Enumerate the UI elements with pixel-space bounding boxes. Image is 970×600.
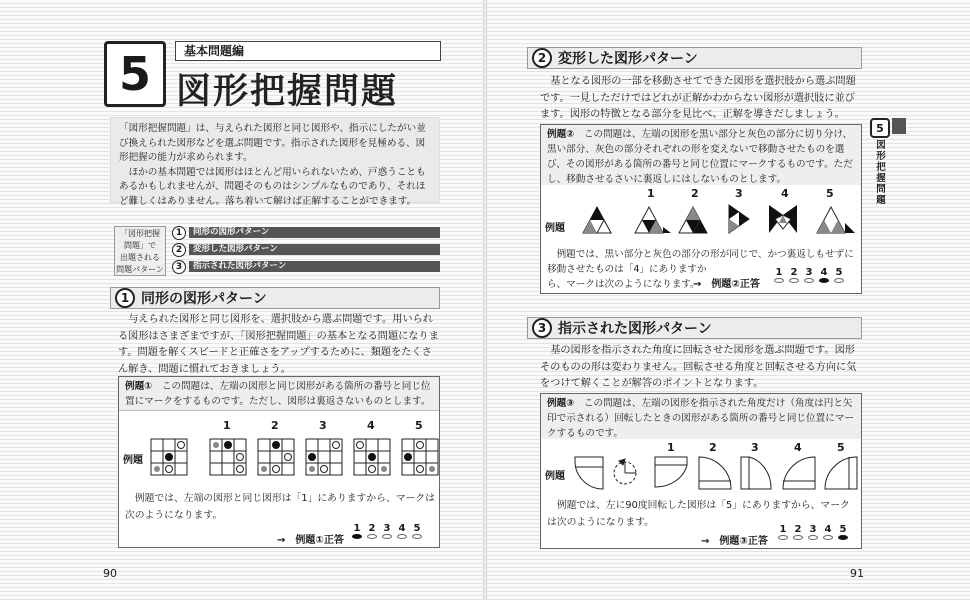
answer-choice[interactable] [837,524,849,540]
example-1-explanation: 例題では、左端の図形と同じ図形は「1」にありますから、マークは次のようになります。 [125,493,435,521]
option-number: 1 [223,419,231,432]
answer-bubble[interactable] [367,534,377,539]
example-text: この問題は、左端の図形を指示された角度だけ（角度は円と矢印で示される）回転したときの図形がある箇所の番号と同じ位置にマークするものです。 [547,398,854,439]
answer-choice[interactable] [792,524,804,540]
answer-bubble[interactable] [778,535,788,540]
answer-bubble[interactable] [808,535,818,540]
answer-choice[interactable] [411,523,423,539]
answer-choice-number: 4 [824,524,832,535]
sidenote-line: 出題される [120,253,160,262]
answer-choice-number: 5 [839,524,847,535]
grid-figures [119,435,439,479]
row-label: 例題 [545,471,565,482]
example-text: この問題は、左端の図形と同じ図形がある箇所の番号と同じ位置にマークをするものです。ただし、図形は裏返さないものとします。 [125,381,431,407]
answer-marks [351,523,423,539]
answer-bubble[interactable] [412,534,422,539]
answer-bubble[interactable] [838,535,848,540]
chapter-title: 図形把握問題 [176,72,399,112]
example-text: この問題は、左端の図形を黒い部分と灰色の部分に切り分け、黒い部分、灰色の部分それぞれの形を変えないで移動させたものを選び、その図形がある箇所の番号と同じ位置にマークするものです。ただし、移動させるさいに裏返しにはしないものとします。 [547,129,853,185]
answer-bubble[interactable] [789,278,799,283]
example-2-box [540,124,862,294]
answer-choice-number: 1 [353,523,361,534]
answer-marks [777,524,849,540]
answer-choice[interactable] [366,523,378,539]
section-number: 3 [532,318,552,338]
section-2-header [527,47,862,69]
answer-choice-number: 4 [820,267,828,278]
triangle-figures [541,203,861,245]
option-number: 1 [647,187,655,200]
option-number: 3 [735,187,743,200]
section-3-body: 基の図形を指示された角度に回転させた図形を選ぶ問題です。図形そのものの形は変わりません。回転させる角度と回転させる方向に気をつけて解くことが解答のポイントとなります。 [540,345,857,389]
example-label: 例題② [547,129,575,140]
answer-choice-number: 5 [413,523,421,534]
book-spine [483,0,487,600]
pattern-sidenote [114,226,166,276]
pattern-label: 同形の図形パターン [189,227,440,238]
pattern-number: 2 [172,243,186,257]
sidenote-line: 「図形把握 [120,229,160,238]
rotation-figures [541,455,861,491]
pattern-label: 指示された図形パターン [189,261,440,272]
intro-box [110,117,440,207]
side-tab-title: 図形把握問題 [876,140,886,206]
section-title: 指示された図形パターン [558,321,712,337]
answer-choice[interactable] [788,267,800,283]
answer-choice[interactable] [803,267,815,283]
answer-choice[interactable] [381,523,393,539]
answer-choice-number: 3 [809,524,817,535]
answer-label: → 例題①正答 [277,535,344,546]
section-number: 1 [115,288,135,308]
answer-choice-number: 5 [835,267,843,278]
answer-label: → 例題③正答 [701,536,768,547]
pattern-item-2 [172,243,440,256]
pattern-item-1 [172,226,440,239]
example-3-question [541,394,861,439]
answer-choice[interactable] [777,524,789,540]
pattern-label: 変形した図形パターン [189,244,440,255]
sidenote-line: 問題」で [124,241,156,250]
answer-choice[interactable] [396,523,408,539]
answer-bubble[interactable] [823,535,833,540]
example-3-box [540,393,862,549]
pattern-item-3 [172,260,440,273]
answer-bubble[interactable] [834,278,844,283]
example-1-box [118,376,440,548]
answer-choice-number: 4 [398,523,406,534]
option-number: 5 [837,441,845,454]
answer-bubble[interactable] [804,278,814,283]
option-number: 4 [794,441,802,454]
answer-label: → 例題②正答 [693,279,760,290]
section-2-body: 基となる図形の一部を移動させてできた図形を選択肢から選ぶ問題です。一見しただけではどれが正解かわからない図形が選択肢に並びます。図形の特徴となる部分を見比べ、正解を導きだしましょう。 [540,76,856,120]
answer-bubble[interactable] [352,534,362,539]
option-number: 2 [271,419,279,432]
answer-choice-number: 3 [383,523,391,534]
answer-choice-number: 1 [779,524,787,535]
chapter-number: 5 [104,41,166,107]
side-tab-number: 5 [870,118,890,138]
answer-choice[interactable] [807,524,819,540]
section-1-body: 与えられた図形と同じ図形を、選択肢から選ぶ問題です。用いられる図形はさまざまですが、「図形把握問題」の基本となる問題になります。問題を解くスピードと正確さをアップするために、類題をたくさん解き、問題に慣れておきましょう。 [118,314,439,375]
section-title: 同形の図形パターン [141,291,267,307]
example-3-figures [541,439,861,495]
answer-bubble[interactable] [397,534,407,539]
example-2-figures [541,185,861,245]
option-number: 1 [667,441,675,454]
option-number: 4 [367,419,375,432]
answer-choice[interactable] [351,523,363,539]
pattern-number: 3 [172,260,186,274]
option-number: 3 [319,419,327,432]
pattern-number: 1 [172,226,186,240]
option-number: 2 [691,187,699,200]
answer-choice[interactable] [833,267,845,283]
section-3-header [527,317,862,339]
option-number: 3 [751,441,759,454]
section-number: 2 [532,48,552,68]
answer-choice-number: 2 [794,524,802,535]
page-number-right: 91 [850,567,864,580]
intro-paragraph-1: 「図形把握問題」は、与えられた図形と同じ図形や、指示にしたがい並び換えられた図形などを選ぶ問題です。指示された図形を見極める、図形把握の能力が求められます。 [119,123,426,164]
example-1-question [119,377,439,411]
answer-choice[interactable] [818,267,830,283]
answer-bubble[interactable] [382,534,392,539]
example-label: 例題① [125,381,153,392]
example-2-explanation-a: 例題では、黒い部分と灰色の部分の形が同じで、かつ裏返しもせずに移動させたものは「4」にありますか [547,249,854,275]
answer-bubble[interactable] [793,535,803,540]
answer-choice-number: 2 [368,523,376,534]
row-label: 例題 [123,455,143,466]
option-number: 5 [826,187,834,200]
example-1-figures [119,417,439,487]
answer-marks [773,267,845,283]
answer-choice-number: 2 [790,267,798,278]
answer-choice-number: 3 [805,267,813,278]
intro-paragraph-2: ほかの基本問題では図形はほとんど用いられないため、戸惑うこともあるかもしれませんが、問題そのものはシンプルなものであり、それほど難しくはありません。落ち着いて解けば正解することができます。 [119,166,426,207]
answer-bubble[interactable] [819,278,829,283]
example-2-question [541,125,861,185]
answer-choice-number: 1 [775,267,783,278]
example-2-explanation-b: ら、マークは次のようになります。 [547,279,700,290]
option-number: 4 [781,187,789,200]
row-label: 例題 [545,223,565,234]
option-number: 5 [415,419,423,432]
section-title: 変形した図形パターン [558,51,698,67]
sidenote-line: 問題パターン [116,265,164,274]
section-1-header [110,287,440,309]
option-number: 2 [709,441,717,454]
example-3-explanation: 例題では、左に90度回転した図形は「5」にありますから、マークは次のようになります。 [547,500,850,528]
answer-choice[interactable] [773,267,785,283]
page-number-left: 90 [103,567,117,580]
example-label: 例題③ [547,398,575,409]
answer-bubble[interactable] [774,278,784,283]
chapter-category: 基本問題編 [175,41,441,61]
answer-choice[interactable] [822,524,834,540]
side-tab-bar [892,118,906,134]
